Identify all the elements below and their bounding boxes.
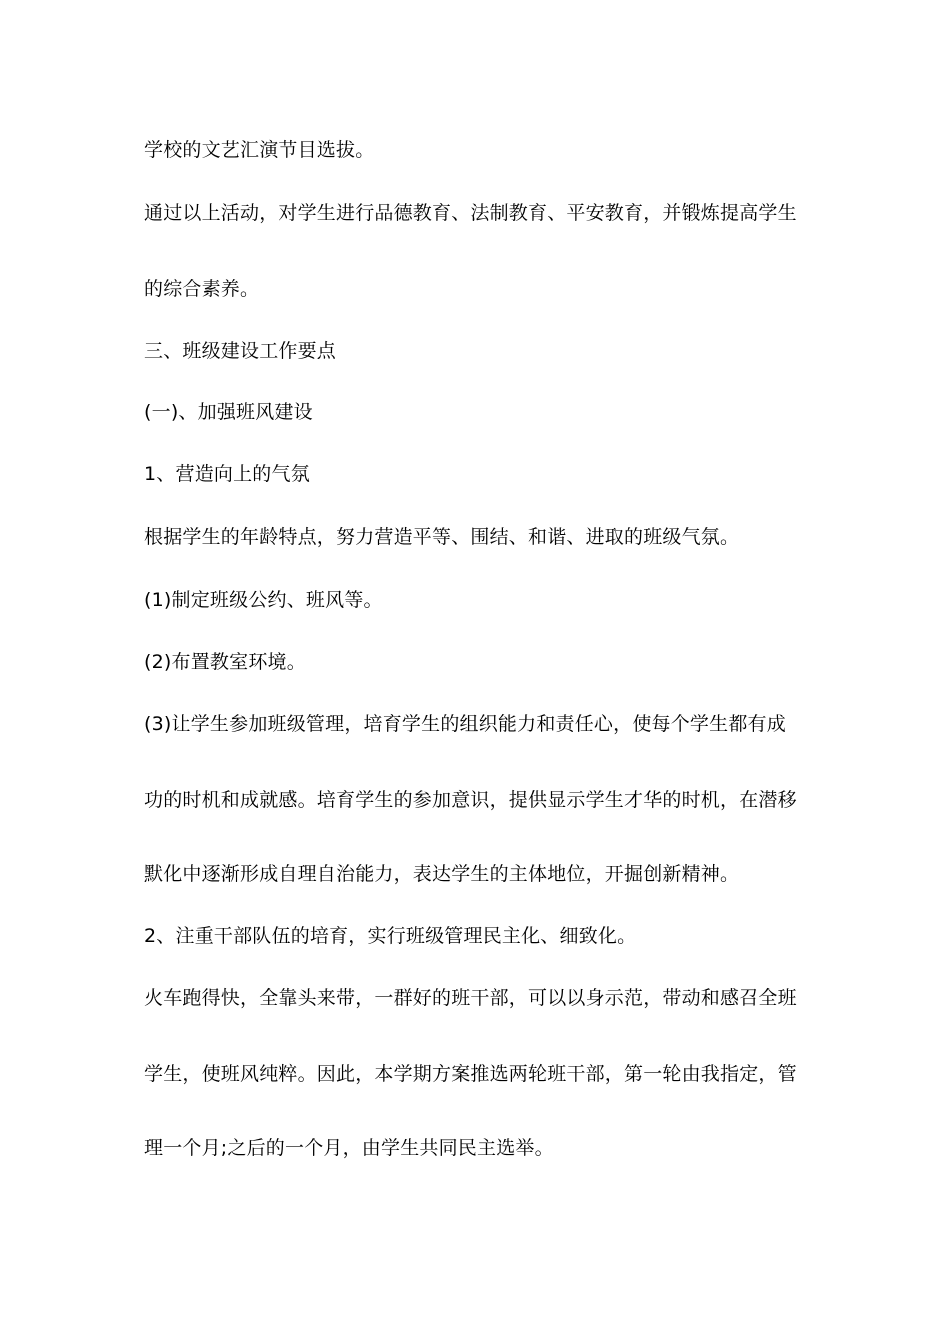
- text-line: 功的时机和成就感。培育学生的参加意识，提供显示学生才华的时机，在潜移: [144, 789, 797, 811]
- section-heading: 三、班级建设工作要点: [144, 340, 337, 362]
- subsection-heading: (一)、加强班风建设: [144, 401, 313, 423]
- text-line: 火车跑得快，全靠头来带，一群好的班干部，可以以身示范，带动和感召全班: [144, 987, 797, 1009]
- text-line: 根据学生的年龄特点，努力营造平等、围结、和谐、进取的班级气氛。: [144, 526, 740, 548]
- item-heading: 1、营造向上的气氛: [144, 463, 310, 485]
- list-item: (2)布置教室环境。: [144, 651, 306, 673]
- text-line: 默化中逐渐形成自理自治能力，表达学生的主体地位，开掘创新精神。: [144, 863, 740, 885]
- text-line: 学校的文艺汇演节目选拔。: [144, 139, 375, 161]
- list-item: (1)制定班级公约、班风等。: [144, 589, 383, 611]
- item-heading: 2、注重干部队伍的培育，实行班级管理民主化、细致化。: [144, 925, 637, 947]
- text-line: 理一个月;之后的一个月，由学生共同民主选举。: [144, 1137, 554, 1159]
- list-item: (3)让学生参加班级管理，培育学生的组织能力和责任心，使每个学生都有成: [144, 713, 786, 735]
- text-line: 学生，使班风纯粹。因此，本学期方案推选两轮班干部，第一轮由我指定，管: [144, 1063, 797, 1085]
- text-line: 通过以上活动，对学生进行品德教育、法制教育、平安教育，并锻炼提高学生: [144, 202, 797, 224]
- text-line: 的综合素养。: [144, 278, 260, 300]
